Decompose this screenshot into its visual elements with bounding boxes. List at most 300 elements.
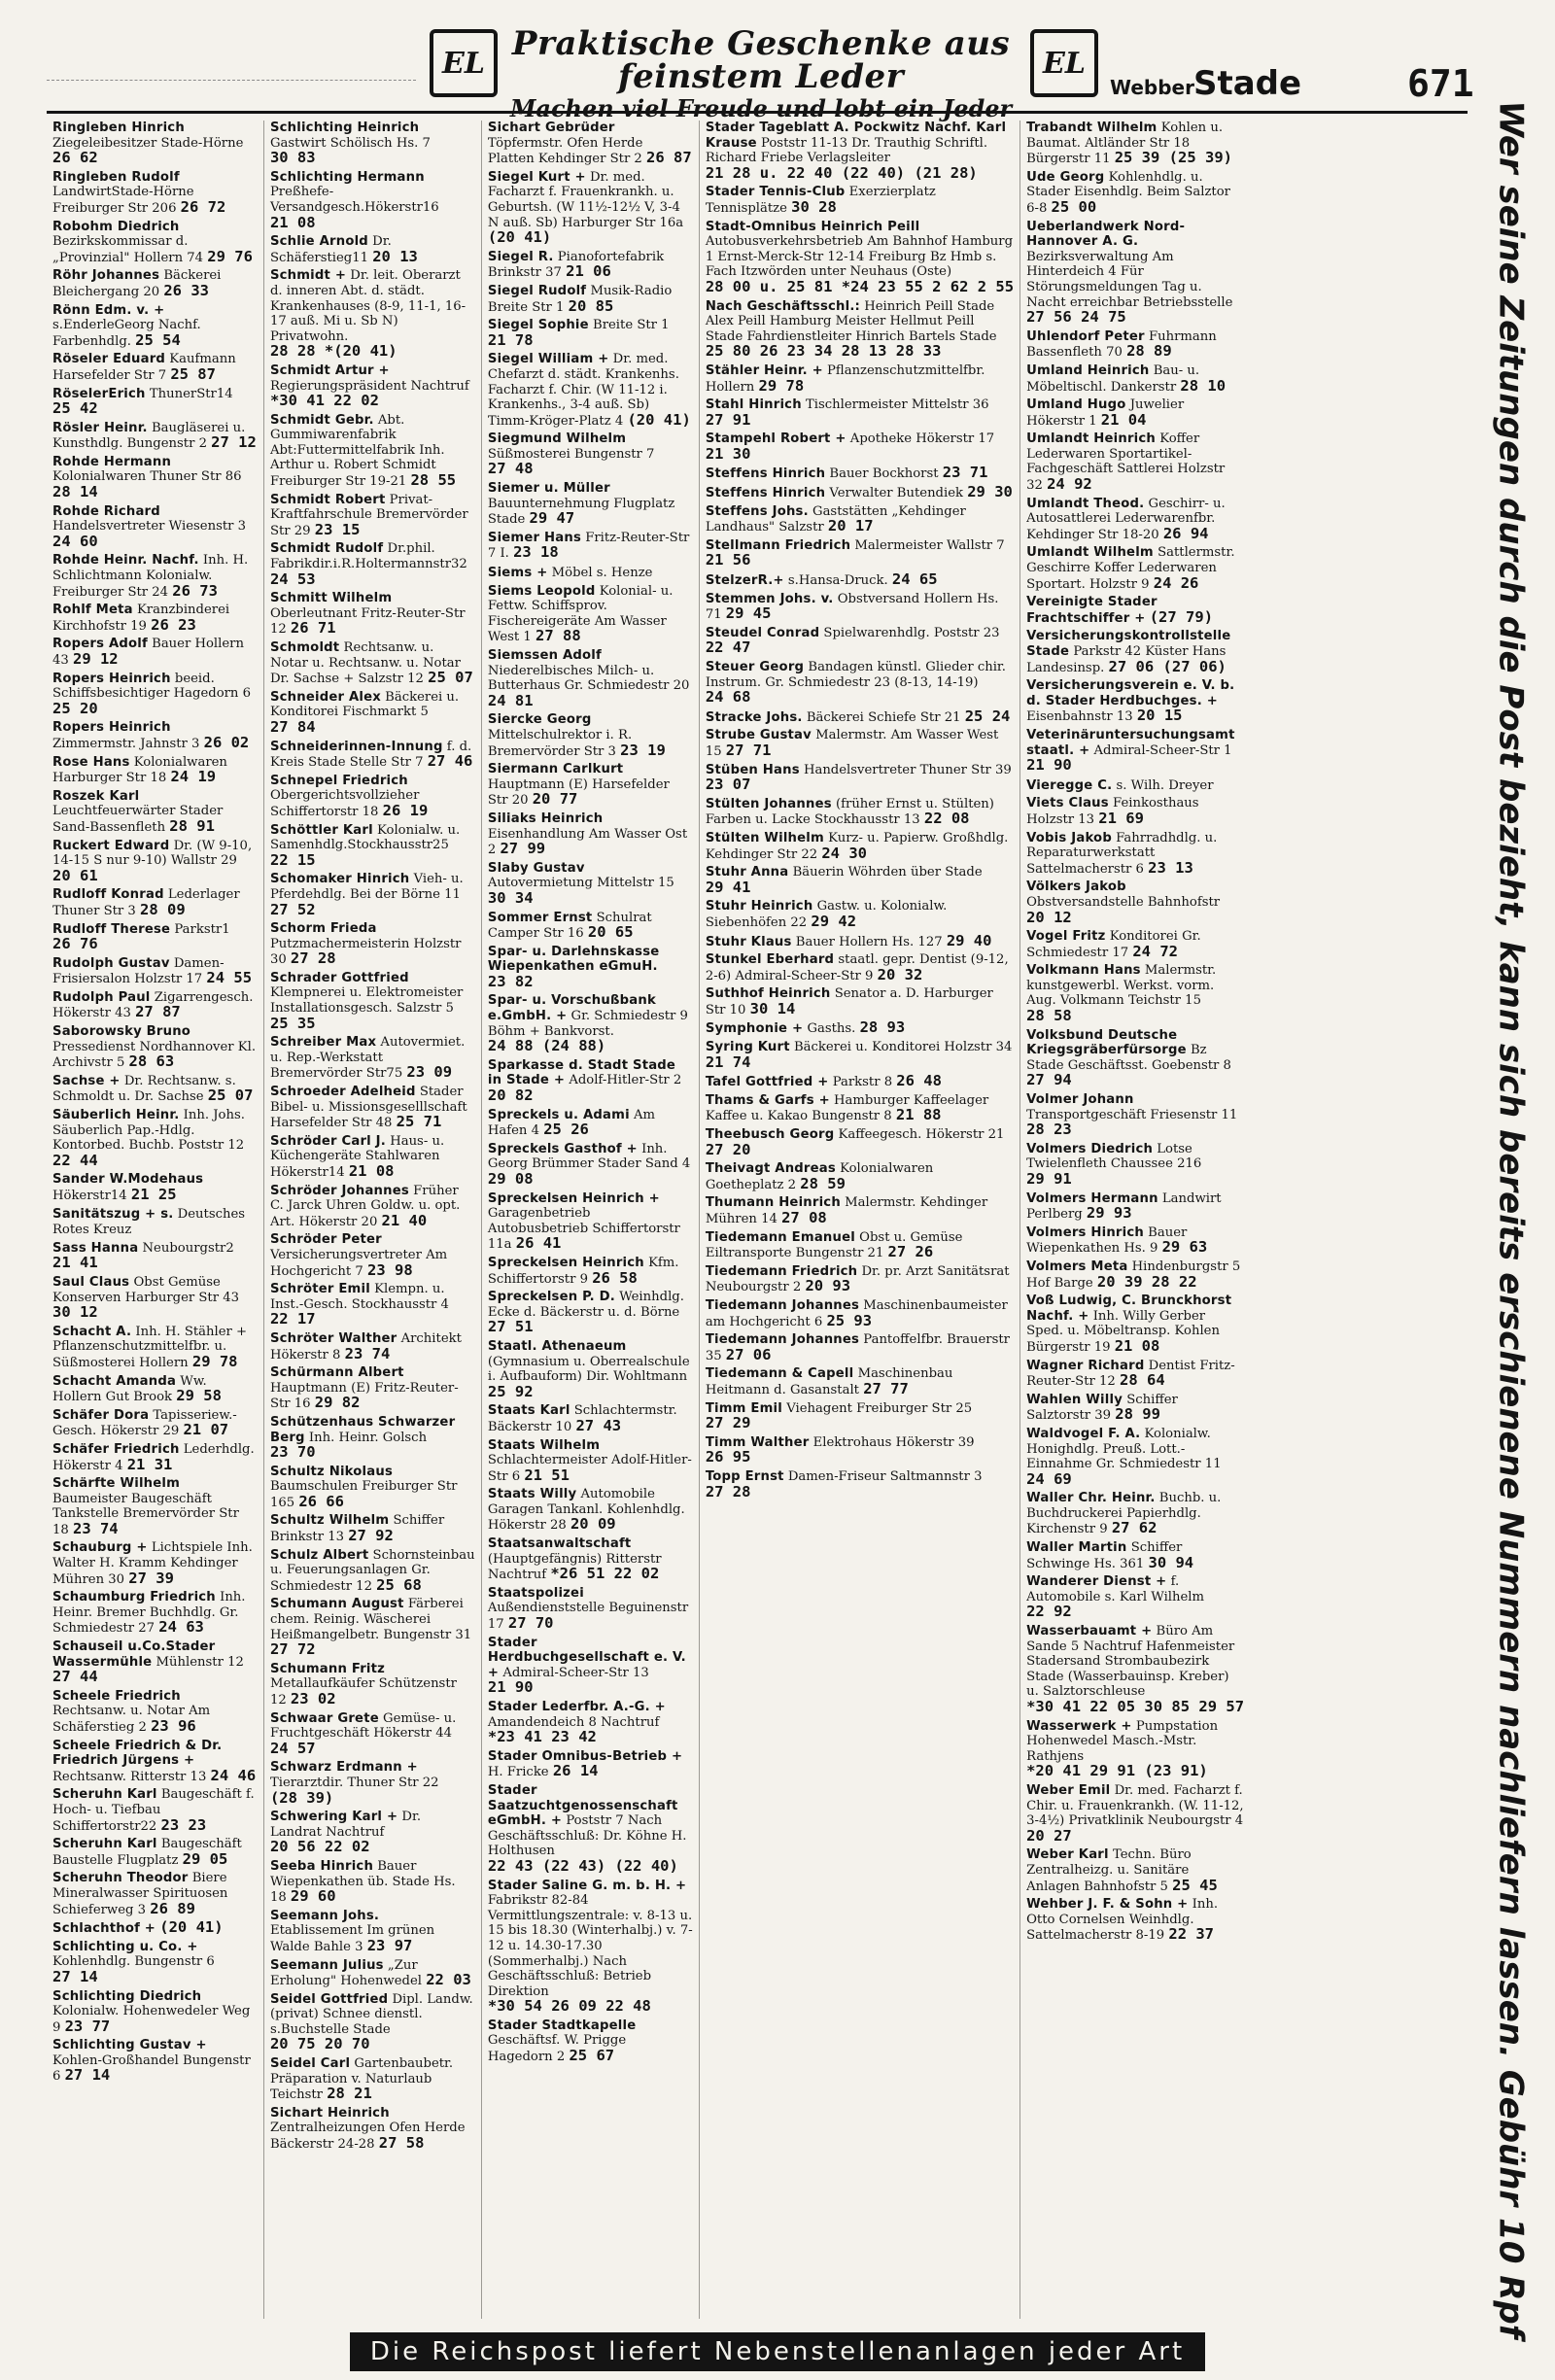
entry-details: Dr. med. Facharzt f. Chir. u. Frauenkrankh. (W. 11-12, 3-4½) Privatklinik Neubourgstr 4 bbox=[1026, 1782, 1244, 1829]
entry-details: Klempn. u. Inst.-Gesch. Stockhausstr 4 bbox=[269, 1282, 449, 1312]
entry-name: Schultz Nikolaus bbox=[269, 1464, 394, 1479]
entry-details: Abt. Gummiwarenfabrik Abt:Futtermittelfabrik Inh. Arthur u. Robert Schmidt Freiburger Str 19-21 bbox=[269, 412, 445, 490]
directory-column bbox=[482, 121, 700, 2319]
entry-name: Röseler Eduard bbox=[52, 352, 166, 367]
entry-phone: 29 40 bbox=[946, 931, 992, 949]
entry-details: Kfm. Schiffertorstr 9 bbox=[487, 1255, 679, 1287]
directory-entry bbox=[706, 572, 1014, 589]
entry-details: Kolonialw. Hohenwedeler Weg 9 bbox=[52, 2004, 251, 2035]
entry-name: Tiedemann Friedrich bbox=[705, 1263, 858, 1279]
directory-entry bbox=[52, 990, 258, 1021]
entry-phone: 21 56 bbox=[705, 551, 751, 569]
directory-entry bbox=[706, 185, 1014, 216]
entry-details: Putzmachermeisterin Holzstr 30 bbox=[269, 936, 462, 968]
entry-phone: 28 14 bbox=[52, 483, 98, 501]
entry-name: Staatsanwaltschaft bbox=[487, 1536, 632, 1552]
directory-entry bbox=[1026, 1359, 1244, 1390]
entry-details: Buchb. u. Buchdruckerei Papierhdlg. Kirchenstr 9 bbox=[1026, 1491, 1222, 1537]
entry-phone: 28 00 u. 25 81 *24 23 55 2 62 2 55 bbox=[705, 277, 1015, 295]
entry-details: Poststr 11-13 Dr. Trauthig Schriftl. Richard Friebe Verlagsleiter bbox=[705, 135, 988, 166]
entry-name: Schauseil u.Co.Stader Wassermühle bbox=[52, 1639, 216, 1670]
entry-name: Steuer Georg bbox=[705, 660, 805, 674]
directory-entry bbox=[52, 1207, 258, 1238]
entry-phone: 27 52 bbox=[269, 900, 316, 918]
entry-details: Hauptmann (E) Harsefelder Str 20 bbox=[487, 776, 670, 809]
entry-name: Schmidt Artur + bbox=[269, 362, 390, 378]
entry-details: Gr. Schmiedestr 9 Böhm + Bankvorst. bbox=[487, 1009, 688, 1039]
directory-entry bbox=[52, 1024, 258, 1071]
entry-details: Bäckerei u. Konditorei Holzstr 34 bbox=[793, 1040, 1013, 1055]
directory-entry bbox=[706, 431, 1014, 463]
directory-entry bbox=[270, 234, 475, 265]
entry-details: Rechtsanw. u. Notar Am Schäferstieg 2 bbox=[52, 1704, 211, 1735]
entry-name: Stüben Hans bbox=[705, 762, 800, 777]
directory-entry bbox=[1026, 1847, 1244, 1894]
entry-phone: 29 45 bbox=[725, 604, 772, 623]
directory-entry bbox=[488, 352, 693, 429]
entry-details: Autovermietung Mittelstr 15 bbox=[487, 876, 674, 891]
directory-entry bbox=[1026, 595, 1244, 626]
directory-entry bbox=[706, 1264, 1014, 1295]
entry-phone: 28 59 bbox=[800, 1174, 846, 1192]
entry-name: Vogel Fritz bbox=[1026, 929, 1106, 945]
entry-phone: *30 54 26 09 22 48 bbox=[487, 1997, 651, 2016]
directory-entry bbox=[52, 1108, 258, 1169]
entry-phone: 27 99 bbox=[500, 840, 546, 858]
directory-entry bbox=[52, 303, 258, 350]
entry-phone: 28 99 bbox=[1115, 1405, 1160, 1424]
entry-phone: 26 14 bbox=[552, 1762, 599, 1780]
entry-phone: 27 77 bbox=[863, 1379, 909, 1397]
entry-phone: 27 72 bbox=[269, 1640, 316, 1659]
entry-phone: 26 72 bbox=[180, 197, 226, 216]
entry-details: Dentist Fritz-Reuter-Str 12 bbox=[1026, 1358, 1235, 1390]
entry-name: Schröter Walther bbox=[269, 1330, 397, 1346]
entry-phone: 27 87 bbox=[135, 1003, 181, 1021]
entry-phone: 21 06 bbox=[566, 262, 611, 281]
entry-phone: 21 08 bbox=[1114, 1336, 1160, 1355]
directory-entry bbox=[1026, 1028, 1244, 1089]
entry-details: Kohlen u. Baumat. Altländer Str 18 Bürgerstr 11 bbox=[1026, 121, 1224, 167]
entry-name: Vobis Jakob bbox=[1026, 830, 1112, 845]
entry-name: Voß Ludwig, C. Brunckhorst Nachf. + bbox=[1026, 1293, 1232, 1324]
entry-name: Siegmund Wilhelm bbox=[487, 431, 627, 447]
entry-phone: 20 65 bbox=[587, 923, 634, 942]
publisher-name: Webber bbox=[1110, 76, 1194, 99]
entry-details: Dr. Schäferstieg11 bbox=[269, 234, 392, 265]
entry-name: Schomaker Hinrich bbox=[269, 872, 410, 887]
entry-phone: 20 17 bbox=[827, 517, 874, 535]
directory-entry bbox=[270, 1365, 475, 1412]
entry-phone: 26 87 bbox=[646, 149, 692, 167]
entry-name: Schmidt + bbox=[269, 268, 347, 284]
entry-name: Schauburg + bbox=[52, 1540, 148, 1556]
entry-phone: 28 58 bbox=[1026, 1007, 1072, 1025]
entry-details: Hökerstr14 bbox=[52, 1189, 127, 1203]
directory-entry bbox=[706, 220, 1014, 296]
entry-phone: 29 91 bbox=[1026, 1170, 1072, 1188]
entry-phone: 29 47 bbox=[529, 509, 575, 528]
entry-phone: 25 00 bbox=[1051, 197, 1097, 216]
directory-entry bbox=[706, 1230, 1014, 1261]
entry-name: Säuberlich Heinr. bbox=[52, 1108, 180, 1123]
entry-phone: 27 94 bbox=[1026, 1071, 1072, 1089]
entry-name: Schultz Wilhelm bbox=[269, 1513, 390, 1529]
entry-phone: 28 28 *(20 41) bbox=[269, 342, 397, 361]
entry-name: Saborowsky Bruno bbox=[52, 1024, 191, 1040]
directory-entry bbox=[1026, 431, 1244, 493]
entry-details: Geschäftsf. W. Prigge Hagedorn 2 bbox=[487, 2033, 627, 2065]
entry-phone: 20 39 28 22 bbox=[1096, 1272, 1197, 1291]
entry-name: Spreckelsen Heinrich + bbox=[487, 1190, 660, 1206]
advertisement-slogan bbox=[503, 24, 1019, 122]
directory-entry bbox=[270, 1909, 475, 1955]
entry-details: Lederlager Thuner Str 3 bbox=[52, 887, 240, 918]
entry-name: Rönn Edm. v. + bbox=[52, 302, 165, 318]
entry-name: Rohlf Meta bbox=[52, 603, 133, 618]
entry-details: Viehagent Freiburger Str 25 bbox=[786, 1400, 973, 1416]
entry-phone: 27 70 bbox=[507, 1614, 554, 1633]
directory-entry bbox=[488, 861, 693, 908]
entry-details: Dr. (W 9-10, 14-15 S nur 9-10) Wallstr 29 bbox=[52, 838, 253, 869]
entry-phone: 21 30 bbox=[705, 444, 751, 463]
directory-entry bbox=[488, 811, 693, 858]
entry-name: Stuhr Klaus bbox=[705, 934, 792, 949]
entry-name: Sichart Gebrüder bbox=[487, 121, 615, 135]
entry-details: Autovermiet. u. Rep.-Werkstatt Bremervörder Str75 bbox=[269, 1035, 466, 1082]
entry-details: Damen-Frisiersalon Holzstr 17 bbox=[52, 955, 225, 987]
entry-name: Waldvogel F. A. bbox=[1026, 1426, 1141, 1441]
entry-phone: 21 74 bbox=[705, 1052, 751, 1071]
entry-name: Röhr Johannes bbox=[52, 268, 160, 284]
directory-entry bbox=[1026, 545, 1244, 592]
directory-entry bbox=[1026, 121, 1244, 167]
directory-entry bbox=[706, 485, 1014, 501]
entry-phone: 27 06 bbox=[725, 1345, 772, 1363]
entry-name: Stracke Johs. bbox=[705, 709, 803, 725]
directory-entry bbox=[270, 2056, 475, 2103]
entry-name: Thams & Garfs + bbox=[705, 1092, 830, 1108]
entry-name: Schürmann Albert bbox=[269, 1365, 404, 1381]
entry-details: Konditorei Gr. Schmiedestr 17 bbox=[1026, 929, 1201, 960]
directory-entry bbox=[270, 121, 475, 167]
entry-details: Hauptmann (E) Fritz-Reuter-Str 16 bbox=[269, 1380, 459, 1412]
entry-name: Waller Martin bbox=[1026, 1540, 1127, 1556]
entry-details: Dr. pr. Arzt Sanitätsrat Neubourgstr 2 bbox=[705, 1263, 1010, 1295]
entry-details: LandwirtStade-Hörne Freiburger Str 206 bbox=[52, 185, 194, 216]
entry-phone: 24 30 bbox=[821, 844, 867, 862]
directory-entry bbox=[52, 2038, 258, 2085]
entry-name: Siercke Georg bbox=[487, 712, 592, 728]
entry-phone: 26 41 bbox=[515, 1234, 562, 1253]
entry-details: Neubourgstr2 bbox=[142, 1240, 234, 1256]
directory-entry bbox=[1026, 629, 1244, 675]
entry-details: Schiffer Brinkstr 13 bbox=[269, 1513, 445, 1545]
entry-details: Bauer Wiepenkathen Hs. 9 bbox=[1026, 1224, 1188, 1257]
directory-entry bbox=[1026, 170, 1244, 217]
directory-entry bbox=[270, 1513, 475, 1544]
entry-name: Stader Stadtkapelle bbox=[487, 2018, 637, 2033]
entry-details: Rechtsanw. Ritterstr 13 bbox=[52, 1769, 207, 1784]
entry-details: Bäckerei u. Konditorei Fischmarkt 5 bbox=[269, 689, 460, 720]
entry-name: Rohde Heinr. Nachf. bbox=[52, 553, 199, 569]
entry-details: (früher Ernst u. Stülten) Farben u. Lacke Stockhausstr 13 bbox=[705, 796, 994, 828]
entry-phone: 20 77 bbox=[532, 790, 578, 809]
entry-details: Gasths. bbox=[807, 1021, 856, 1037]
entry-phone: 27 84 bbox=[269, 717, 316, 736]
entry-name: Spreckels u. Adami bbox=[487, 1107, 630, 1122]
entry-details: H. Fricke bbox=[487, 1765, 549, 1780]
entry-details: Am Hafen 4 bbox=[487, 1107, 656, 1139]
entry-name: Schützenhaus Schwarzer Berg bbox=[269, 1414, 456, 1445]
directory-entry bbox=[270, 971, 475, 1032]
directory-entry bbox=[706, 728, 1014, 759]
entry-details: Kaffeegesch. Hökerstr 21 bbox=[838, 1127, 1005, 1143]
entry-phone: 26 62 bbox=[52, 149, 98, 167]
entry-phone: 23 96 bbox=[151, 1717, 196, 1735]
entry-details: Schlachtermstr. Bäckerstr 10 bbox=[487, 1403, 677, 1434]
entry-details: Bau- u. Möbeltischl. Dankerstr bbox=[1026, 362, 1200, 395]
entry-phone: 29 78 bbox=[191, 1352, 238, 1370]
entry-name: Stader Saatzuchtgenossenschaft eGmbH. + bbox=[487, 1782, 678, 1829]
entry-name: Slaby Gustav bbox=[487, 860, 585, 876]
entry-name: Schaumburg Friedrich bbox=[52, 1590, 216, 1605]
entry-phone: *26 51 22 02 bbox=[550, 1565, 660, 1583]
entry-name: Rose Hans bbox=[52, 754, 130, 770]
entry-details: Kolonialwaren Thuner Str 86 bbox=[52, 469, 242, 485]
entry-name: Schmidt Gebr. bbox=[269, 412, 374, 428]
entry-phone: 27 14 bbox=[52, 1967, 98, 1985]
entry-phone: 25 67 bbox=[569, 2047, 615, 2065]
entry-phone: 29 93 bbox=[1086, 1204, 1132, 1223]
directory-entry bbox=[488, 1191, 693, 1253]
entry-details: Mittelschulrektor i. R. Bremervörder Str 3 bbox=[487, 727, 633, 759]
directory-entry bbox=[706, 504, 1014, 535]
entry-details: Amandendeich 8 Nachtruf bbox=[487, 1714, 660, 1730]
entry-phone: 21 90 bbox=[1026, 756, 1072, 775]
entry-details: Kurz- u. Papierw. Großhdlg. Kehdinger Str 22 bbox=[705, 830, 1009, 862]
entry-details: Baugeschäft f. Hoch- u. Tiefbau Schiffertorstr22 bbox=[52, 1787, 255, 1834]
entry-details: Baugläserei u. Kunsthdlg. Bungenstr 2 bbox=[52, 420, 246, 452]
entry-phone: 21 41 bbox=[52, 1254, 98, 1272]
entry-name: Tiedemann Emanuel bbox=[705, 1229, 855, 1245]
directory-entry bbox=[488, 1749, 693, 1780]
entry-details: Kolonialwaren Harburger Str 18 bbox=[52, 754, 227, 786]
entry-phone: 27 20 bbox=[705, 1140, 751, 1158]
entry-phone: 27 46 bbox=[427, 752, 473, 771]
entry-name: Stemmen Johs. v. bbox=[705, 591, 834, 606]
entry-details: Bandagen künstl. Glieder chir. Instrum. Gr. Schmiedestr 23 (8-13, 14-19) bbox=[705, 660, 1006, 690]
directory-entry bbox=[52, 672, 258, 718]
entry-details: Obstversandstelle Bahnhofstr bbox=[1026, 894, 1221, 910]
directory-entry bbox=[52, 1374, 258, 1405]
entry-phone: 29 58 bbox=[176, 1387, 222, 1405]
entry-name: Schröder Peter bbox=[269, 1232, 382, 1248]
directory-entry bbox=[1026, 1142, 1244, 1189]
entry-name: Veterinäruntersuchungsamt staatl. + bbox=[1026, 727, 1235, 758]
directory-entry bbox=[488, 2018, 693, 2065]
entry-details: Fuhrmann Bassenfleth 70 bbox=[1026, 328, 1217, 361]
entry-details: Exerzierplatz Tennisplätze bbox=[705, 185, 936, 216]
directory-entry bbox=[706, 538, 1014, 569]
directory-entry bbox=[52, 922, 258, 953]
entry-name: Schwarz Erdmann + bbox=[269, 1760, 418, 1776]
entry-name: Sass Hanna bbox=[52, 1240, 139, 1256]
directory-entry bbox=[52, 1590, 258, 1637]
entry-name: Stähler Heinr. + bbox=[705, 362, 823, 378]
entry-phone: (27 79) bbox=[1149, 607, 1214, 626]
entry-phone: 28 10 bbox=[1180, 376, 1227, 395]
directory-entry bbox=[706, 1366, 1014, 1397]
directory-entry bbox=[270, 1711, 475, 1758]
directory-entry bbox=[488, 1256, 693, 1287]
entry-phone: 23 23 bbox=[160, 1815, 207, 1834]
entry-name: Stuhr Heinrich bbox=[705, 899, 813, 914]
directory-entry bbox=[270, 170, 475, 231]
entry-details: Eisenhandlung Am Wasser Ost 2 bbox=[487, 826, 688, 858]
entry-name: Volmers Hinrich bbox=[1026, 1224, 1144, 1240]
entry-details: Landwirt Perlberg bbox=[1026, 1190, 1222, 1223]
entry-name: Schumann Fritz bbox=[269, 1661, 386, 1676]
directory-entry bbox=[1026, 678, 1244, 725]
entry-phone: 27 92 bbox=[348, 1527, 394, 1545]
entry-phone: 25 39 (25 39) bbox=[1114, 149, 1233, 167]
directory-entry bbox=[706, 592, 1014, 623]
directory-entry bbox=[52, 1787, 258, 1834]
directory-entry bbox=[52, 268, 258, 299]
directory-entry bbox=[270, 1232, 475, 1279]
entry-phone: 27 29 bbox=[705, 1414, 751, 1432]
entry-phone: 27 62 bbox=[1111, 1519, 1158, 1537]
entry-details: Möbel s. Henze bbox=[551, 566, 653, 581]
directory-entry bbox=[52, 1540, 258, 1587]
entry-name: Schöttler Karl bbox=[269, 822, 373, 838]
directory-entry bbox=[488, 1783, 693, 1876]
entry-name: Wahlen Willy bbox=[1026, 1392, 1123, 1407]
entry-phone: 21 78 bbox=[487, 330, 534, 349]
entry-phone: 21 25 bbox=[130, 1186, 177, 1203]
entry-phone: 23 07 bbox=[705, 776, 751, 794]
entry-name: Rohde Richard bbox=[52, 503, 160, 519]
entry-details: Bäuerin Wöhrden über Stade bbox=[792, 865, 983, 880]
directory-entry bbox=[706, 363, 1014, 395]
entry-phone: 26 89 bbox=[150, 1899, 195, 1917]
entry-name: Schäfer Friedrich bbox=[52, 1441, 180, 1457]
entry-name: Volkmann Hans bbox=[1026, 963, 1141, 979]
entry-name: Umland Heinrich bbox=[1026, 362, 1150, 378]
entry-phone: 22 37 bbox=[1168, 1925, 1215, 1944]
footer-banner bbox=[350, 2332, 1205, 2371]
directory-entry bbox=[52, 1940, 258, 1986]
entry-details: Zimmermstr. Jahnstr 3 bbox=[52, 736, 200, 751]
entry-phone: 21 08 bbox=[269, 213, 316, 231]
directory-entry bbox=[1026, 929, 1244, 960]
entry-phone: 27 06 (27 06) bbox=[1108, 657, 1227, 675]
entry-details: Inh. Johs. Säuberlich Pap.-Hdlg. Kontorbed. Buchb. Poststr 12 bbox=[52, 1108, 245, 1154]
entry-name: Versicherungsverein e. V. b. d. Stader Herdbuchges. + bbox=[1026, 678, 1235, 708]
entry-phone: 21 69 bbox=[1098, 809, 1144, 827]
entry-name: Ruckert Edward bbox=[52, 838, 170, 853]
entry-phone: 21 51 bbox=[524, 1466, 570, 1484]
entry-details: Transportgeschäft Friesenstr 11 bbox=[1026, 1107, 1238, 1122]
directory-entry bbox=[1026, 1540, 1244, 1571]
directory-entry bbox=[270, 740, 475, 771]
entry-phone: 23 13 bbox=[1148, 858, 1193, 877]
directory-entry bbox=[52, 504, 258, 551]
entry-details: Tischlermeister Mittelstr 36 bbox=[806, 397, 989, 413]
entry-details: Kohlen-Großhandel Bungenstr 6 bbox=[52, 2052, 251, 2085]
entry-name: Siegel Rudolf bbox=[487, 283, 587, 298]
entry-phone: 30 83 bbox=[269, 149, 316, 167]
directory-entry bbox=[706, 899, 1014, 930]
entry-phone: 26 94 bbox=[1162, 524, 1209, 542]
entry-name: Siemer Hans bbox=[487, 530, 581, 545]
entry-phone: 23 70 bbox=[269, 1443, 316, 1462]
entry-details: Obst u. Gemüse Eiltransporte Bungenstr 21 bbox=[705, 1229, 963, 1261]
directory-entry bbox=[1026, 1259, 1244, 1291]
directory-entry bbox=[270, 1859, 475, 1906]
entry-details: Dr. leit. Oberarzt d. inneren Abt. d. städt. Krankenhauses (8-9, 11-1, 16-17 auß. Mi u. Sb N) Privatwohn. bbox=[269, 268, 466, 344]
directory-entry bbox=[270, 2106, 475, 2153]
directory-entry bbox=[1026, 329, 1244, 361]
entry-details: Sattlermstr. Geschirre Koffer Lederwaren Sportart. Holzstr 9 bbox=[1026, 545, 1235, 592]
entry-details: Schiffer Schwinge Hs. 361 bbox=[1026, 1540, 1183, 1571]
entry-phone: 27 71 bbox=[725, 741, 772, 759]
entry-details: Malermeister Wallstr 7 bbox=[854, 537, 1005, 553]
entry-details: Büro Am Sande 5 Nachtruf Hafenmeister Stadersand Strombaubezirk Stade (Wasserbauinsp. Kreber) u. Salztorschleuse bbox=[1026, 1624, 1235, 1700]
directory-entry bbox=[52, 887, 258, 918]
entry-name: Spar- u. Vorschußbank e.GmbH. + bbox=[487, 993, 656, 1024]
entry-name: Stadt-Omnibus Heinrich Peill bbox=[705, 219, 920, 234]
entry-phone: 26 48 bbox=[896, 1072, 942, 1090]
entry-phone: 22 44 bbox=[52, 1151, 98, 1169]
entry-details: Dr.phil. Fabrikdir.i.R.Holtermannstr32 bbox=[269, 541, 467, 572]
directory-entry bbox=[488, 1142, 693, 1189]
entry-phone: 21 90 bbox=[487, 1678, 534, 1697]
entry-phone: 22 92 bbox=[1026, 1603, 1072, 1621]
entry-name: Staatl. Athenaeum bbox=[487, 1338, 627, 1354]
entry-name: Sachse + bbox=[52, 1073, 121, 1088]
entry-details: Parkstr1 bbox=[174, 921, 230, 937]
entry-details: Kolonialw. Honighdlg. Preuß. Lott.-Einnahme Gr. Schmiedestr 11 bbox=[1026, 1426, 1222, 1472]
directory-entry bbox=[706, 1074, 1014, 1090]
entry-phone: 28 89 bbox=[1126, 342, 1172, 361]
entry-details: Dr. med. Chefarzt d. städt. Krankenhs. Facharzt f. Chir. (W 11-12 i. Krankenhs., 3-4 auß. Sb) Timm-Kröger-Platz 4 bbox=[487, 352, 679, 429]
entry-details: Schulrat Camper Str 16 bbox=[487, 910, 652, 942]
entry-details: „Zur Erholung" Hohenwedel bbox=[269, 1957, 422, 1989]
entry-details: Bezirksverwaltung Am Hinterdeich 4 Für Störungsmeldungen Tag u. Nacht erreichbar Betriebsstelle bbox=[1026, 249, 1233, 310]
entry-details: Adolf-Hitler-Str 2 bbox=[569, 1073, 682, 1088]
directory-entry bbox=[270, 1992, 475, 2053]
entry-phone: 29 08 bbox=[487, 1170, 534, 1188]
entry-phone: 26 73 bbox=[172, 581, 218, 600]
entry-phone: 20 32 bbox=[877, 965, 923, 983]
entry-details: Vieh- u. Pferdehdlg. Bei der Börne 11 bbox=[269, 872, 464, 902]
entry-phone: 26 33 bbox=[163, 281, 210, 299]
entry-details: Preßhefe-Versandgesch.Hökerstr16 bbox=[269, 185, 439, 215]
entry-details: Weinhdlg. Ecke d. Bäckerstr u. d. Börne bbox=[487, 1290, 684, 1320]
entry-details: Apotheke Hökerstr 17 bbox=[849, 431, 995, 447]
entry-name: Ringleben Rudolf bbox=[52, 169, 180, 185]
entry-name: Sander W.Modehaus bbox=[52, 1172, 204, 1188]
entry-details: Dipl. Landw. (privat) Schnee dienstl. s.Buchstelle Stade bbox=[269, 1991, 473, 2037]
entry-name: Symphonie + bbox=[705, 1021, 804, 1037]
entry-details: Rechtsanw. u. Notar u. Rechtsanw. u. Notar Dr. Sachse + Salzstr 12 bbox=[269, 640, 461, 687]
directory-entry bbox=[52, 421, 258, 452]
entry-name: Roszek Karl bbox=[52, 788, 140, 804]
entry-name: Tafel Gottfried + bbox=[705, 1075, 829, 1090]
directory-column bbox=[47, 121, 264, 2319]
